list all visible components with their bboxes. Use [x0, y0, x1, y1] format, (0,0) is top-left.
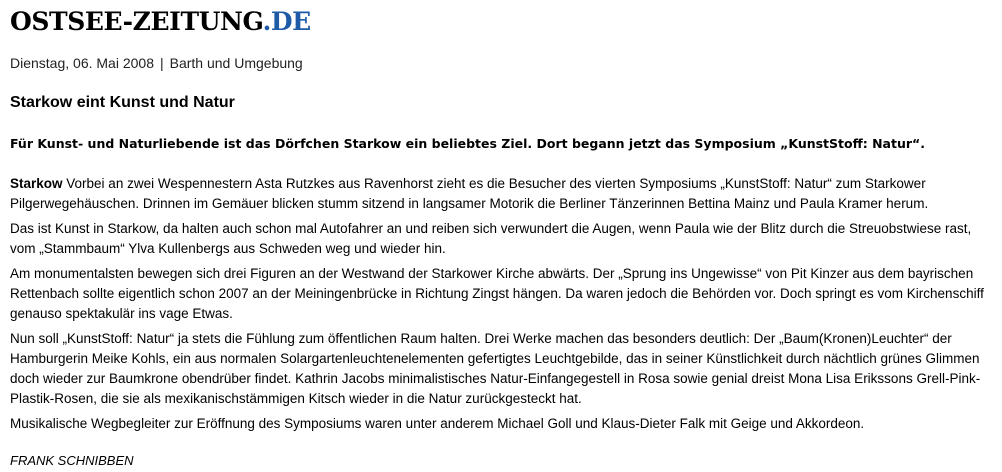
article-paragraph: Am monumentalsten bewegen sich drei Figuren an der Westwand der Starkower Kirche abwärts. Der „Sprung ins Ungewisse“ von Pit Kinzer aus dem bayrischen Rettenbach sollte eigentlich schon 2007 an der Meiningenbrücke in Richtung Zingst hängen. Da waren jedoch die Behörden vor. Doch springt es vom Kirchenschiff genauso spektakulär ins vage Etwas.: [10, 266, 984, 321]
paragraph-text: Vorbei an zwei Wespennestern Asta Rutzkes aus Ravenhorst zieht es die Besucher des vierten Symposiums „KunstStoff: Natur“ zum Starkower Pilgerwegehäuschen. Drinnen im Gemäuer blicken stumm sitzend in langsamer Motorik die Berliner Tänzerinnen Bettina Mainz und Paula Kramer herum.: [10, 176, 929, 211]
article-paragraph: [10, 174, 992, 214]
article-date: Dienstag, 06. Mai 2008: [10, 55, 154, 71]
masthead-name: OSTSEE-ZEITUNG: [10, 7, 263, 36]
article-author: FRANK SCHNIBBEN: [10, 453, 134, 468]
article-paragraph: Nun soll „KunstStoff: Natur“ ja stets die Fühlung zum öffentlichen Raum halten. Drei Werke machen das besonders deutlich: Der „Baum(Kronen)Leuchter“ der Hamburgerin Meike Kohls, ein aus normalen Solargartenleuchtenelementen gefertigtes Leuchtgebilde, das in seiner Künstlichkeit durch nächtlich grünes Glimmen doch wieder zur Baumkrone obendrüber findet. Kathrin Jacobs minimalistisches Natur-Einfangegestell in Rosa sowie genial dreist Mona Lisa Erikssons Grell-Pink-Plastik-Rosen, die sie als mexikanischstämmigen Kitsch wieder in die Natur zurückgesteckt hat.: [10, 331, 981, 406]
section-name: Barth und Umgebung: [169, 55, 303, 71]
masthead-tld: .DE: [262, 7, 311, 36]
article-lead: Für Kunst- und Naturliebende ist das Dörfchen Starkow ein beliebtes Ziel. Dort begann jetzt das Symposium „KunstStoff: Natur“.: [10, 136, 925, 151]
article-headline: Starkow eint Kunst und Natur: [10, 94, 235, 111]
dateline: [10, 55, 303, 72]
article-body: [10, 174, 992, 439]
dateline-separator: |: [159, 55, 164, 71]
article-paragraph: Musikalische Wegbegleiter zur Eröffnung des Symposiums waren unter anderem Michael Goll und Klaus-Dieter Falk mit Geige und Akkordeon.: [10, 416, 865, 431]
masthead-logo[interactable]: [10, 6, 311, 38]
place-name: Starkow: [10, 176, 63, 191]
article-paragraph: Das ist Kunst in Starkow, da halten auch schon mal Autofahrer an und reiben sich verwundert die Augen, wenn Paula wie der Blitz durch die Streuobstwiese rast, vom „Stammbaum“ Ylva Kullenbergs aus Schweden weg und wieder hin.: [10, 221, 972, 256]
